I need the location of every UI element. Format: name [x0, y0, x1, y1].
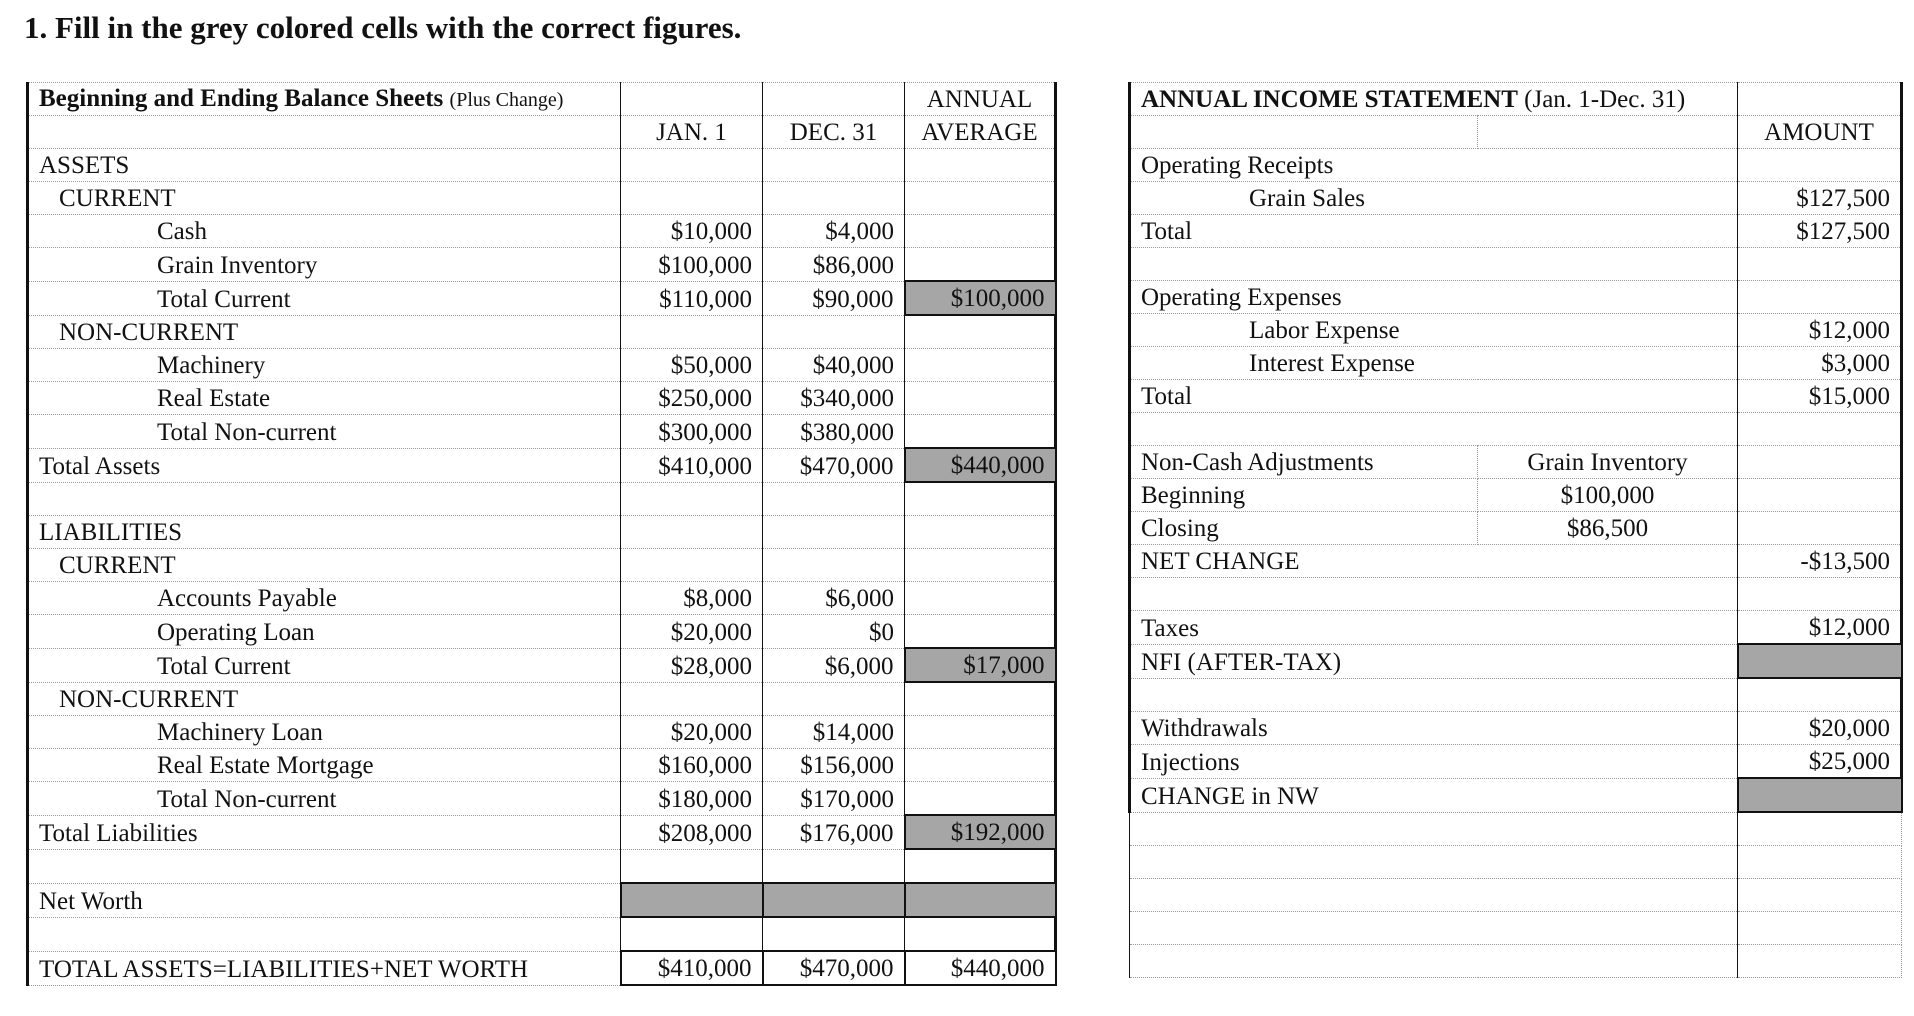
- jan-value: $110,000: [621, 281, 763, 315]
- row-label: Cash: [28, 215, 621, 248]
- row-label: Machinery: [28, 349, 621, 382]
- row-label: NFI (AFTER-TAX): [1130, 644, 1738, 678]
- table-row: [1130, 644, 1902, 678]
- amount-value: $127,500: [1738, 182, 1902, 215]
- avg-value: [905, 782, 1056, 816]
- dec-value: $0: [763, 615, 905, 649]
- amount-value: $3,000: [1738, 347, 1902, 380]
- table-row: [1130, 314, 1902, 347]
- jan-value: $160,000: [621, 749, 763, 782]
- table-row: [1130, 380, 1902, 413]
- row-label: Accounts Payable: [28, 582, 621, 615]
- amount-value: $12,000: [1738, 611, 1902, 645]
- noncurrent-assets-label: NON-CURRENT: [28, 315, 621, 349]
- dec-value: $86,000: [763, 248, 905, 282]
- current-assets-label-row: [28, 182, 1056, 215]
- current-liabilities-label: CURRENT: [28, 549, 621, 582]
- table-row: [1130, 215, 1902, 248]
- jan-value: $28,000: [621, 648, 763, 682]
- table-row: [28, 582, 1056, 615]
- table-row: [28, 415, 1056, 449]
- jan-value: $410,000: [621, 951, 763, 985]
- dec-value: $156,000: [763, 749, 905, 782]
- row-label: Net Worth: [28, 883, 621, 917]
- dec-value: $14,000: [763, 716, 905, 749]
- grey-answer-cell[interactable]: $192,000: [905, 815, 1056, 849]
- is-title-note: (Jan. 1-Dec. 31): [1524, 86, 1686, 113]
- jan-value: $8,000: [621, 582, 763, 615]
- row-label: Injections: [1130, 745, 1738, 779]
- grey-answer-cell[interactable]: [1738, 644, 1902, 678]
- bs-title-note: (Plus Change): [449, 89, 564, 111]
- bs-title-row: [28, 83, 1056, 116]
- grey-answer-cell[interactable]: $17,000: [905, 648, 1056, 682]
- inventory-value: $86,500: [1478, 512, 1738, 545]
- grey-answer-cell[interactable]: [621, 883, 763, 917]
- bs-header-row: [28, 116, 1056, 149]
- jan-value: $50,000: [621, 349, 763, 382]
- table-row: [28, 615, 1056, 649]
- row-label: Total: [1130, 215, 1738, 248]
- row-label: Real Estate: [28, 382, 621, 415]
- current-assets-label: CURRENT: [28, 182, 621, 215]
- grey-answer-cell[interactable]: [905, 883, 1056, 917]
- balance-sheet-table: [26, 82, 1057, 986]
- jan-value: $300,000: [621, 415, 763, 449]
- grey-answer-cell[interactable]: [763, 883, 905, 917]
- table-row: [1130, 745, 1902, 779]
- avg-value: [905, 749, 1056, 782]
- dec-value: $340,000: [763, 382, 905, 415]
- jan-value: $180,000: [621, 782, 763, 816]
- table-row: [28, 716, 1056, 749]
- col-header-amount: AMOUNT: [1738, 116, 1902, 149]
- table-row: [28, 648, 1056, 682]
- amount-value: -$13,500: [1738, 545, 1902, 578]
- row-label: CHANGE in NW: [1130, 778, 1738, 812]
- current-liabilities-label-row: [28, 549, 1056, 582]
- row-label: Total: [1130, 380, 1738, 413]
- col-header-dec: DEC. 31: [763, 116, 905, 149]
- avg-value: [905, 215, 1056, 248]
- table-row: [1130, 446, 1902, 479]
- operating-expenses-label: Operating Expenses: [1130, 281, 1738, 314]
- is-title-cell: [1130, 83, 1738, 116]
- table-row: [1130, 182, 1902, 215]
- dec-value: $470,000: [763, 448, 905, 482]
- row-label: Grain Sales: [1130, 182, 1738, 215]
- row-label: Interest Expense: [1130, 347, 1738, 380]
- liabilities-label: LIABILITIES: [28, 516, 621, 549]
- row-label: Total Liabilities: [28, 815, 621, 849]
- table-row: [28, 382, 1056, 415]
- jan-value: $20,000: [621, 716, 763, 749]
- jan-value: $100,000: [621, 248, 763, 282]
- table-row: [1130, 479, 1902, 512]
- col-header-jan: JAN. 1: [621, 116, 763, 149]
- row-label: Beginning: [1130, 479, 1478, 512]
- table-row: [28, 883, 1056, 917]
- col-header-annual: ANNUAL: [905, 83, 1056, 116]
- income-statement-table: [1128, 82, 1903, 978]
- row-label: Machinery Loan: [28, 716, 621, 749]
- dec-value: $40,000: [763, 349, 905, 382]
- jan-value: $250,000: [621, 382, 763, 415]
- page-title: 1. Fill in the grey colored cells with the correct figures.: [24, 10, 742, 45]
- table-row: [28, 448, 1056, 482]
- bs-title-cell: [28, 83, 621, 116]
- noncurrent-liabilities-label-row: [28, 682, 1056, 716]
- col-header-average: AVERAGE: [905, 116, 1056, 149]
- row-label: Total Assets: [28, 448, 621, 482]
- dec-value: $170,000: [763, 782, 905, 816]
- avg-value: [905, 349, 1056, 382]
- is-title-row: [1130, 83, 1902, 116]
- avg-value: [905, 415, 1056, 449]
- operating-receipts-label: Operating Receipts: [1130, 149, 1738, 182]
- avg-value: [905, 615, 1056, 649]
- amount-value: $12,000: [1738, 314, 1902, 347]
- row-label: Withdrawals: [1130, 712, 1738, 745]
- table-row: [28, 951, 1056, 985]
- row-label: TOTAL ASSETS=LIABILITIES+NET WORTH: [28, 951, 621, 985]
- grey-answer-cell[interactable]: $440,000: [905, 448, 1056, 482]
- row-label: Real Estate Mortgage: [28, 749, 621, 782]
- amount-value: $20,000: [1738, 712, 1902, 745]
- avg-value: [905, 382, 1056, 415]
- noncurrent-assets-label-row: [28, 315, 1056, 349]
- avg-value: $440,000: [905, 951, 1056, 985]
- row-label: Operating Loan: [28, 615, 621, 649]
- dec-value: $4,000: [763, 215, 905, 248]
- table-row: [1130, 778, 1902, 812]
- table-row: [28, 749, 1056, 782]
- assets-label: ASSETS: [28, 149, 621, 182]
- table-row: [28, 281, 1056, 315]
- row-label: Total Current: [28, 648, 621, 682]
- dec-value: $6,000: [763, 582, 905, 615]
- table-row: [1130, 347, 1902, 380]
- row-label: Total Non-current: [28, 415, 621, 449]
- inventory-value: $100,000: [1478, 479, 1738, 512]
- is-title: ANNUAL INCOME STATEMENT: [1141, 86, 1518, 113]
- dec-value: $470,000: [763, 951, 905, 985]
- table-row: [1130, 611, 1902, 645]
- row-label: Non-Cash Adjustments: [1130, 446, 1478, 479]
- jan-value: $20,000: [621, 615, 763, 649]
- table-row: [1130, 712, 1902, 745]
- grey-answer-cell[interactable]: $100,000: [905, 281, 1056, 315]
- table-row: [28, 815, 1056, 849]
- table-row: [1130, 512, 1902, 545]
- is-header-row: [1130, 116, 1902, 149]
- row-label: NET CHANGE: [1130, 545, 1738, 578]
- amount-value: $15,000: [1738, 380, 1902, 413]
- row-label: Grain Inventory: [28, 248, 621, 282]
- dec-value: $90,000: [763, 281, 905, 315]
- dec-value: $176,000: [763, 815, 905, 849]
- dec-value: $380,000: [763, 415, 905, 449]
- table-row: [28, 349, 1056, 382]
- amount-value: $25,000: [1738, 745, 1902, 779]
- bs-title: Beginning and Ending Balance Sheets: [39, 85, 444, 112]
- row-label: Labor Expense: [1130, 314, 1738, 347]
- avg-value: [905, 716, 1056, 749]
- liabilities-label-row: [28, 516, 1056, 549]
- table-row: [1130, 545, 1902, 578]
- noncurrent-liabilities-label: NON-CURRENT: [28, 682, 621, 716]
- table-row: [28, 215, 1056, 248]
- table-row: [28, 782, 1056, 816]
- row-label: Total Current: [28, 281, 621, 315]
- dec-value: $6,000: [763, 648, 905, 682]
- table-row: [28, 248, 1056, 282]
- row-label: Closing: [1130, 512, 1478, 545]
- avg-value: [905, 248, 1056, 282]
- grain-inventory-header: Grain Inventory: [1478, 446, 1738, 479]
- amount-value: $127,500: [1738, 215, 1902, 248]
- grey-answer-cell[interactable]: [1738, 778, 1902, 812]
- assets-label-row: [28, 149, 1056, 182]
- jan-value: $410,000: [621, 448, 763, 482]
- jan-value: $208,000: [621, 815, 763, 849]
- avg-value: [905, 582, 1056, 615]
- row-label: Taxes: [1130, 611, 1738, 645]
- jan-value: $10,000: [621, 215, 763, 248]
- row-label: Total Non-current: [28, 782, 621, 816]
